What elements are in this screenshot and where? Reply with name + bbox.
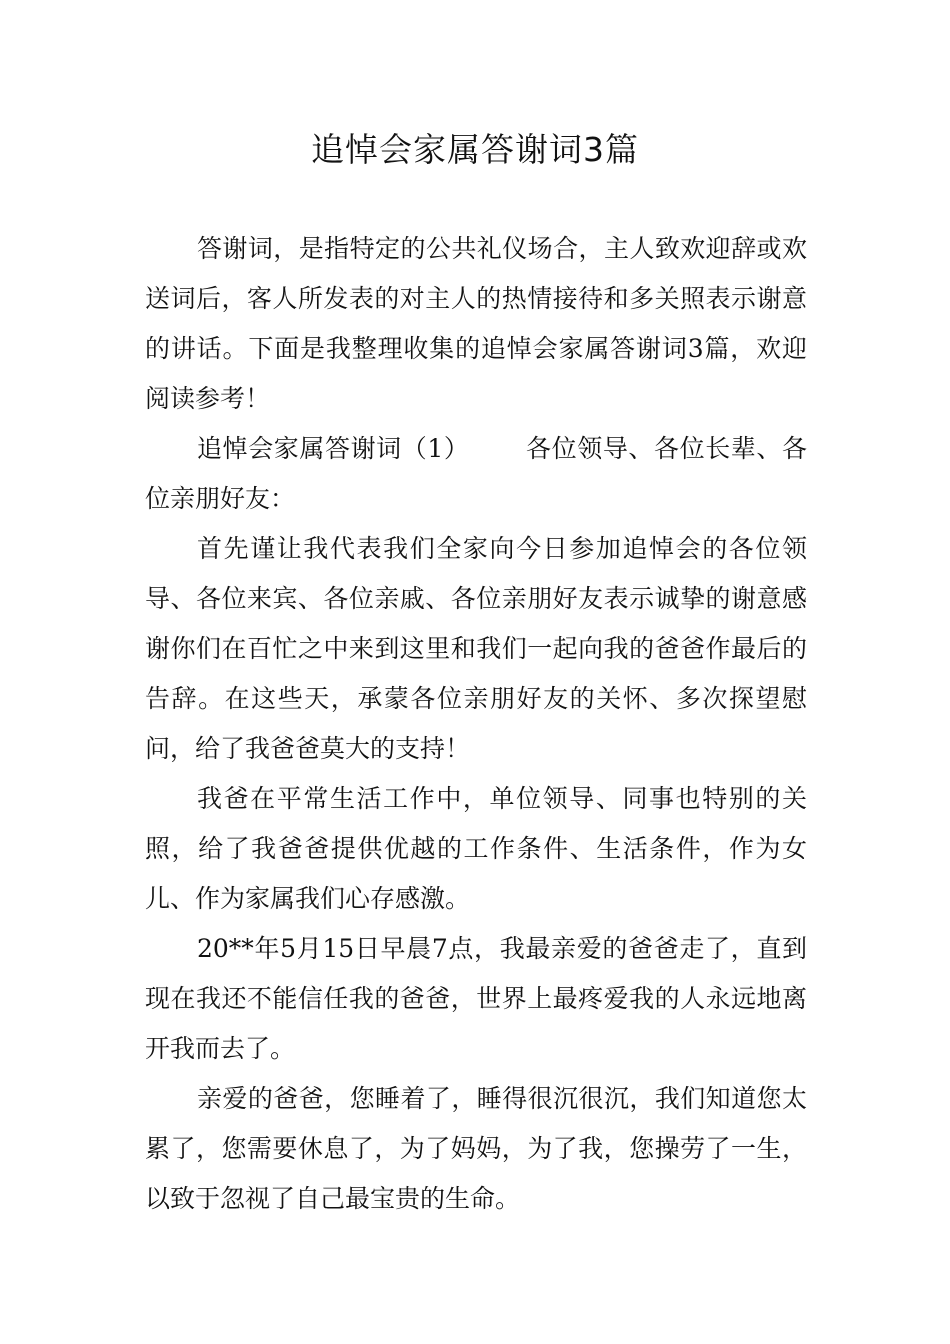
thanks-paragraph: 首先谨让我代表我们全家向今日参加追悼会的各位领导、各位来宾、各位亲戚、各位亲朋好友表示诚挚的谢意感谢你们在百忙之中来到这里和我们一起向我的爸爸作最后的告辞。在这些天，承蒙各位亲朋好友的关怀、多次探望慰问，给了我爸爸莫大的支持！ [145,534,807,763]
farewell-paragraph: 亲爱的爸爸，您睡着了，睡得很沉很沉，我们知道您太累了，您需要休息了，为了妈妈，为了我，您操劳了一生，以致于忽视了自己最宝贵的生命。 [145,1084,807,1213]
passing-paragraph: 20**年5月15日早晨7点，我最亲爱的爸爸走了，直到现在我还不能信任我的爸爸，世界上最疼爱我的人永远地离开我而去了。 [145,934,807,1063]
intro-paragraph: 答谢词，是指特定的公共礼仪场合，主人致欢迎辞或欢送词后，客人所发表的对主人的热情接待和多关照表示谢意的讲话。下面是我整理收集的追悼会家属答谢词3篇，欢迎阅读参考！ [145,234,807,413]
work-paragraph: 我爸在平常生活工作中，单位领导、同事也特别的关照，给了我爸爸提供优越的工作条件、生活条件，作为女儿、作为家属我们心存感激。 [145,784,807,913]
salutation: 各位领导、各位长辈、各位亲朋好友： [145,434,807,513]
document-title: 追悼会家属答谢词3篇 [311,130,639,169]
section-heading: 追悼会家属答谢词（1） [197,434,470,463]
section-heading-paragraph [145,424,807,524]
document-body [145,224,807,1224]
